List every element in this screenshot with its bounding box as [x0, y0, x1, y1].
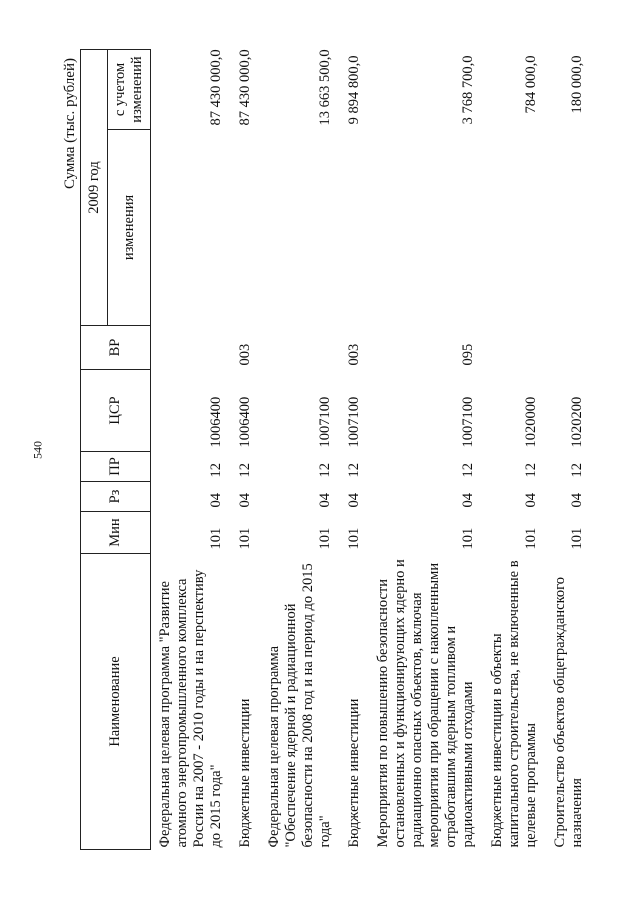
row-pr: 12 — [237, 463, 253, 478]
row-vr — [486, 326, 549, 370]
row-name: Бюджетные инвестиции — [346, 698, 362, 848]
row-vr — [263, 326, 343, 370]
rotated-page — [60, 49, 585, 850]
row-rz: 04 — [208, 493, 224, 508]
row-rz: 04 — [237, 493, 253, 508]
header-min: Мин — [81, 512, 151, 554]
row-total: 180 000,0 — [569, 55, 585, 114]
header-with-changes: с учетом изменений — [108, 49, 151, 129]
header-rz: Рз — [81, 482, 151, 512]
row-vr — [151, 326, 235, 370]
row-name: Бюджетные инвестиции в объекты капитального строительства, не включенные в целевые программы — [489, 560, 539, 848]
row-total: 87 430 000,0 — [237, 49, 253, 126]
row-changes — [343, 130, 372, 326]
header-name: Наименование — [81, 554, 151, 850]
row-vr: 003 — [346, 343, 362, 366]
row-changes — [234, 130, 263, 326]
table-row — [486, 49, 549, 849]
row-min: 101 — [237, 527, 253, 550]
budget-table — [80, 49, 595, 850]
table-row — [263, 49, 343, 849]
header-vr: ВР — [81, 326, 151, 370]
row-rz: 04 — [346, 493, 362, 508]
header-year: 2009 год — [81, 49, 108, 325]
row-total: 9 894 800,0 — [346, 55, 362, 125]
row-csr: 1007100 — [317, 396, 333, 448]
row-csr: 1007100 — [460, 396, 476, 448]
row-min: 101 — [346, 527, 362, 550]
table-row — [343, 49, 372, 849]
row-total: 13 663 500,0 — [317, 49, 333, 126]
row-name: Мероприятия по повышению безопасности остановленных и функционирующих ядерно и радиационно опасных объектов, включая мероприятия при обращении с накопленными отработавшим ядерным топливом и радиоактивными отходами — [375, 559, 476, 848]
header-csr: ЦСР — [81, 370, 151, 452]
row-changes — [549, 130, 595, 326]
row-changes — [151, 130, 235, 326]
row-name: Строительство объектов общегражданского назначения — [552, 577, 585, 848]
row-rz: 04 — [569, 493, 585, 508]
row-name: Федеральная целевая программа "Развитие атомного энергопромышленного комплекса России на 2007 - 2010 годы и на перспективу до 2015 года" — [157, 569, 224, 848]
row-vr: 003 — [237, 343, 253, 366]
row-min: 101 — [460, 527, 476, 550]
page-number: 540 — [30, 441, 45, 459]
row-changes — [486, 130, 549, 326]
row-csr: 1020000 — [523, 396, 539, 448]
table-row — [234, 49, 263, 849]
row-rz: 04 — [460, 493, 476, 508]
row-rz: 04 — [523, 493, 539, 508]
row-name: Бюджетные инвестиции — [237, 698, 253, 848]
row-total: 87 430 000,0 — [208, 49, 224, 126]
row-pr: 12 — [317, 463, 333, 478]
header-pr: ПР — [81, 452, 151, 482]
row-changes — [372, 130, 486, 326]
table-row — [372, 49, 486, 849]
row-pr: 12 — [208, 463, 224, 478]
header-changes: изменения — [108, 130, 151, 326]
row-total: 784 000,0 — [523, 55, 539, 114]
row-csr: 1006400 — [237, 396, 253, 448]
row-pr: 12 — [569, 463, 585, 478]
row-pr: 12 — [523, 463, 539, 478]
row-pr: 12 — [460, 463, 476, 478]
row-csr: 1006400 — [208, 396, 224, 448]
row-total: 3 768 700,0 — [460, 55, 476, 125]
row-csr: 1020200 — [569, 396, 585, 448]
table-row — [151, 49, 235, 849]
row-csr: 1007100 — [346, 396, 362, 448]
row-name: Федеральная целевая программа "Обеспечение ядерной и радиационной безопасности на 2008 год и на период до 2015 года" — [266, 563, 333, 848]
row-vr — [549, 326, 595, 370]
row-min: 101 — [317, 527, 333, 550]
units-label: Сумма (тыс. рублей) — [62, 58, 78, 190]
row-min: 101 — [523, 527, 539, 550]
row-changes — [263, 130, 343, 326]
row-rz: 04 — [317, 493, 333, 508]
row-pr: 12 — [346, 463, 362, 478]
row-min: 101 — [569, 527, 585, 550]
row-min: 101 — [208, 527, 224, 550]
table-row — [549, 49, 595, 849]
row-vr: 095 — [460, 343, 476, 366]
